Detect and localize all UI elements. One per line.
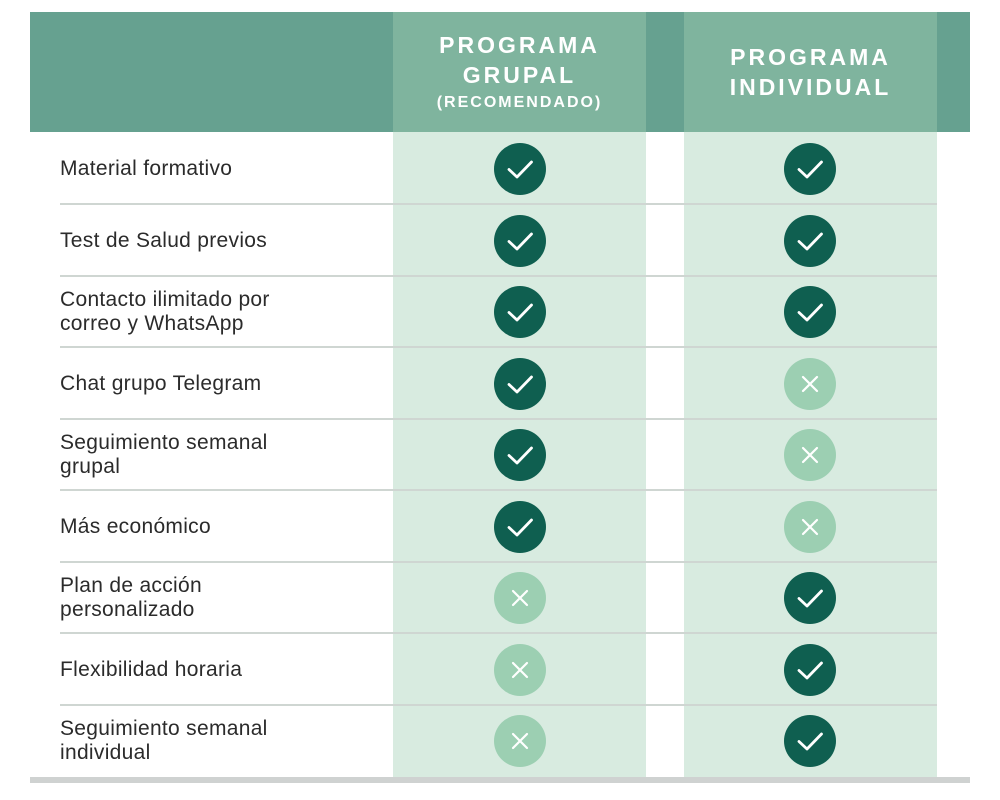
individual-cell xyxy=(784,358,836,410)
cross-icon xyxy=(784,358,836,410)
grupal-cell xyxy=(494,501,546,553)
grupal-cell xyxy=(494,143,546,195)
individual-cell xyxy=(784,644,836,696)
check-icon xyxy=(784,143,836,195)
cross-icon xyxy=(784,429,836,481)
table-row xyxy=(60,277,937,348)
table-row xyxy=(60,492,937,563)
table-row xyxy=(60,206,937,277)
feature-label: Seguimiento semanal grupal xyxy=(60,430,268,478)
table-row xyxy=(60,134,937,205)
grupal-cell xyxy=(494,215,546,267)
column-subtitle-recomendado: (RECOMENDADO) xyxy=(436,94,603,111)
grupal-cell xyxy=(494,429,546,481)
row-divider xyxy=(60,632,937,634)
table-row xyxy=(60,349,937,420)
check-icon xyxy=(784,572,836,624)
cross-icon xyxy=(784,501,836,553)
check-icon xyxy=(494,143,546,195)
row-divider xyxy=(60,203,937,205)
column-header-individual xyxy=(684,12,937,132)
check-icon xyxy=(784,715,836,767)
feature-label: Test de Salud previos xyxy=(60,228,268,252)
feature-label: Seguimiento semanal individual xyxy=(60,716,268,764)
grupal-cell xyxy=(494,358,546,410)
grupal-cell xyxy=(494,644,546,696)
check-icon xyxy=(494,358,546,410)
individual-cell xyxy=(784,286,836,338)
individual-cell xyxy=(784,501,836,553)
cross-icon xyxy=(494,715,546,767)
grupal-cell xyxy=(494,572,546,624)
feature-label: Flexibilidad horaria xyxy=(60,657,243,681)
feature-label: Material formativo xyxy=(60,156,233,180)
grupal-cell xyxy=(494,715,546,767)
check-icon xyxy=(784,215,836,267)
row-divider xyxy=(60,489,937,491)
feature-label: Contacto ilimitado por correo y WhatsApp xyxy=(60,287,270,335)
individual-cell xyxy=(784,715,836,767)
feature-label: Chat grupo Telegram xyxy=(60,371,262,395)
individual-cell xyxy=(784,572,836,624)
feature-label: Plan de acción personalizado xyxy=(60,573,202,621)
check-icon xyxy=(494,429,546,481)
check-icon xyxy=(784,286,836,338)
table-bottom-border xyxy=(30,777,970,783)
check-icon xyxy=(784,644,836,696)
check-icon xyxy=(494,215,546,267)
feature-label: Más económico xyxy=(60,514,211,538)
column-title-grupal: PROGRAMA GRUPAL xyxy=(439,32,600,88)
individual-cell xyxy=(784,143,836,195)
column-header-grupal xyxy=(393,12,646,132)
row-divider xyxy=(60,346,937,348)
individual-cell xyxy=(784,429,836,481)
table-row xyxy=(60,635,937,706)
check-icon xyxy=(494,286,546,338)
cross-icon xyxy=(494,572,546,624)
table-row xyxy=(60,563,937,634)
table-row xyxy=(60,706,937,777)
column-title-individual: PROGRAMA INDIVIDUAL xyxy=(729,44,892,100)
table-row xyxy=(60,420,937,491)
grupal-cell xyxy=(494,286,546,338)
cross-icon xyxy=(494,644,546,696)
check-icon xyxy=(494,501,546,553)
individual-cell xyxy=(784,215,836,267)
